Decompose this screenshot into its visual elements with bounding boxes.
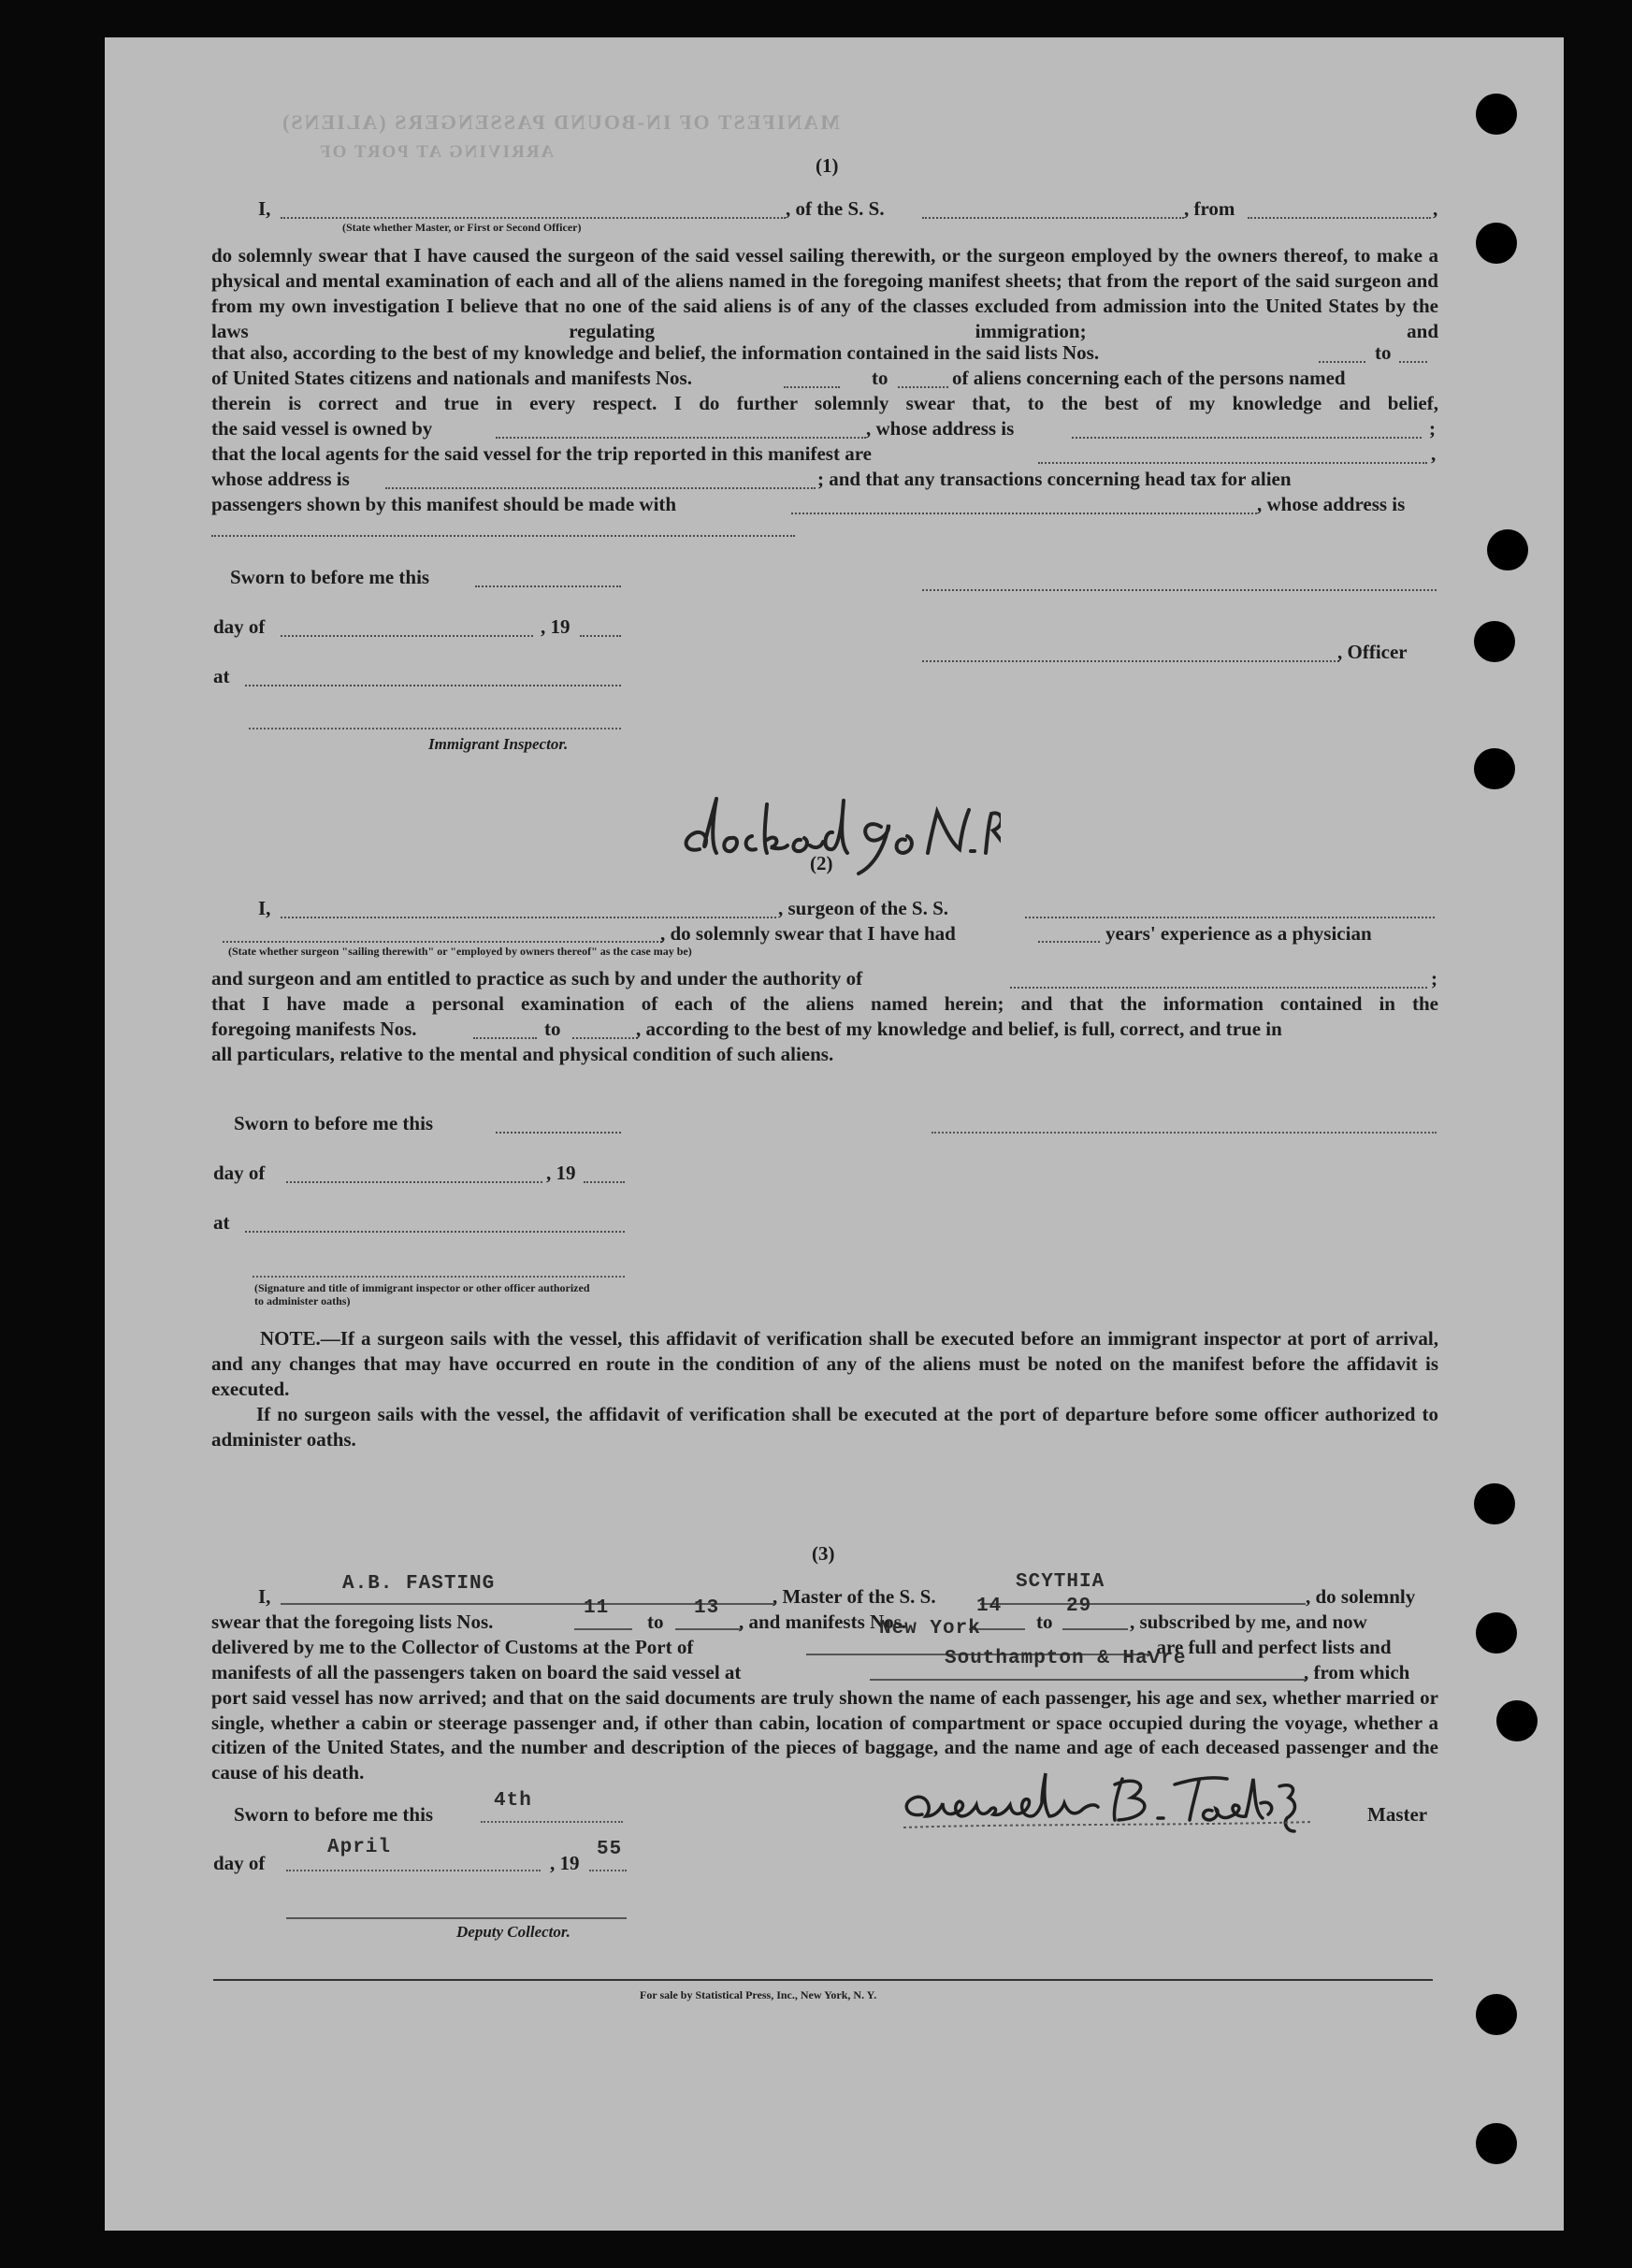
- immigrant-inspector-label: Immigrant Inspector.: [428, 735, 569, 753]
- punch-hole: [1476, 1612, 1517, 1654]
- punch-hole: [1474, 1483, 1515, 1524]
- sec1-sworn-blank: [475, 584, 621, 587]
- manifests-from-blank: [784, 384, 840, 388]
- surgeon-note: (State whether surgeon "sailing therewith" or "employed by owners thereof" as the case may be): [228, 945, 692, 958]
- sec2-i: I,: [258, 897, 271, 919]
- port-value: New York: [879, 1618, 981, 1640]
- lists-to-value: 13: [694, 1597, 720, 1619]
- aliens-concerning-text: of aliens concerning each of the persons named: [952, 367, 1346, 389]
- sec1-year-blank: [580, 633, 621, 637]
- sec2-inspector-line: [253, 1276, 625, 1278]
- sec2-to-blank: [572, 1035, 638, 1039]
- manifests-to-blank: [898, 384, 948, 388]
- sec2-from-blank: [473, 1035, 537, 1039]
- oath-paragraph-1: do solemnly swear that I have caused the surgeon of the said vessel sailing therewith, or the surgeon employed by the owners thereof, to make a physical and mental examination of each and all of the aliens named in the foregoing manifest sheets; that from the report of the said surgeon and from my own investigation I believe that no one of the said aliens is of any of the classes excluded from admission into the United States by the laws regulating immigration; and: [211, 244, 1438, 342]
- agents-comma: ,: [1431, 442, 1437, 465]
- sec1-day-blank: [281, 633, 533, 637]
- agents-text: that the local agents for the said vessel for the trip reported in this manifest are: [211, 442, 872, 465]
- from-which-text: , from which: [1304, 1661, 1410, 1683]
- handwritten-docked-note: [673, 791, 1001, 875]
- lists-to-blank: [1399, 359, 1427, 363]
- note-paragraph: [211, 1326, 1438, 1402]
- ship-name-value: SCYTHIA: [1016, 1571, 1105, 1593]
- sec2-day-of: day of: [213, 1162, 266, 1184]
- authority-text: and surgeon and am entitled to practice as such by and under the authority of: [211, 967, 863, 990]
- punch-hole: [1476, 1994, 1517, 2035]
- from-port-blank: [1248, 215, 1431, 219]
- sec1-i: I,: [258, 197, 271, 220]
- year-line: [589, 1870, 627, 1871]
- subscribed-text: , subscribed by me, and now: [1130, 1611, 1367, 1633]
- master-label: Master: [1367, 1803, 1428, 1826]
- surgeon-status-blank: [223, 939, 662, 943]
- owner-blank: [496, 435, 866, 439]
- sec2-to-label: to: [544, 1018, 561, 1040]
- faint-header-sub: ARRIVING AT PORT OF: [318, 142, 555, 162]
- passengers-address-blank: [211, 533, 795, 537]
- departure-line: [870, 1679, 1306, 1681]
- passengers-text: passengers shown by this manifest should be made with: [211, 493, 677, 515]
- and-manifests-label: , and manifests Nos.: [739, 1611, 907, 1633]
- punch-hole: [1487, 529, 1528, 571]
- passengers-address-label: , whose address is: [1257, 493, 1406, 515]
- sec1-sworn: Sworn to before me this: [230, 566, 430, 588]
- month-value: April: [327, 1837, 392, 1858]
- manifests-to-value: 29: [1066, 1596, 1092, 1617]
- years-blank: [1038, 939, 1100, 943]
- manifests-to-label: to: [1036, 1611, 1053, 1633]
- sec2-at: at: [213, 1211, 230, 1234]
- section-1-number: (1): [816, 154, 839, 177]
- punch-hole: [1474, 621, 1515, 662]
- owner-address-blank: [1072, 435, 1422, 439]
- sec2-sworn-blank: [496, 1130, 621, 1134]
- sec2-year-blank: [584, 1179, 625, 1183]
- solemnly-swear-text: , do solemnly swear that I have had: [660, 922, 956, 945]
- note-paragraph-2: [211, 1402, 1438, 1452]
- sec2-signature-line: [932, 1132, 1437, 1134]
- sec3-body: port said vessel has now arrived; and that on the said documents are truly shown the name of each passenger, his age and sex, whether married or single, whether a cabin or steerage passenger and, if other than cabin, location of compartment or space occupied during the voyage, whether a citizen of the United States, and the number and description of the pieces of baggage, and the name and age of each deceased passenger and the cause of his death.: [211, 1686, 1438, 1784]
- lists-to-label: to: [647, 1611, 664, 1633]
- departure-value: Southampton & Havre: [945, 1648, 1187, 1669]
- month-line: [286, 1870, 541, 1871]
- master-officer-blank: [281, 215, 786, 219]
- from-end: ,: [1433, 197, 1438, 220]
- officer-label: , Officer: [1337, 641, 1408, 663]
- note-text-2: If no surgeon sails with the vessel, the affidavit of verification shall be executed at the port of departure before some officer authorized to administer oaths.: [211, 1403, 1438, 1451]
- citizens-text: of United States citizens and nationals and manifests Nos.: [211, 367, 692, 389]
- section-3-number: (3): [812, 1542, 835, 1565]
- lists-from-line: [574, 1628, 632, 1630]
- lists-to-label: to: [1375, 341, 1392, 364]
- manifests-to-line: [1062, 1628, 1128, 1630]
- manifests-to-label: to: [872, 367, 888, 389]
- lists-from-blank: [1319, 359, 1365, 363]
- do-solemnly-label: , do solemnly: [1306, 1585, 1416, 1608]
- sworn-day-line: [481, 1821, 623, 1823]
- note-label: NOTE.: [260, 1327, 321, 1350]
- sec2-day-blank: [286, 1179, 542, 1183]
- delivered-text: delivered by me to the Collector of Customs at the Port of: [211, 1636, 694, 1658]
- master-of-ss-label: , Master of the S. S.: [773, 1585, 936, 1608]
- punch-hole: [1476, 223, 1517, 264]
- head-tax-text: ; and that any transactions concerning head tax for alien: [817, 468, 1292, 490]
- owned-semicolon: ;: [1429, 417, 1436, 440]
- sec3-sworn: Sworn to before me this: [234, 1803, 434, 1826]
- deputy-collector-line: [286, 1917, 627, 1919]
- sec1-at: at: [213, 665, 230, 687]
- year-value: 55: [597, 1839, 623, 1860]
- authority-semicolon: ;: [1431, 967, 1437, 990]
- particulars-text: all particulars, relative to the mental and physical condition of such aliens.: [211, 1043, 834, 1065]
- manifests-taken-text: manifests of all the passengers taken on board the said vessel at: [211, 1661, 742, 1683]
- punch-hole: [1496, 1700, 1538, 1741]
- according-text: , according to the best of my knowledge and belief, is full, correct, and true in: [636, 1018, 1282, 1040]
- therein-text: therein is correct and true in every respect. I do further solemnly swear that, to the best of my knowledge and belief,: [211, 392, 1438, 414]
- sec2-ship-blank: [1025, 915, 1435, 918]
- that-also-text: that also, according to the best of my knowledge and belief, the information contained in the said lists Nos.: [211, 341, 1100, 364]
- master-name-value: A.B. FASTING: [342, 1573, 496, 1595]
- sec1-signature-blank: [922, 587, 1437, 591]
- whose-address-label: whose address is: [211, 468, 350, 490]
- swear-lists-text: swear that the foregoing lists Nos.: [211, 1611, 494, 1633]
- sworn-day-value: 4th: [494, 1790, 532, 1812]
- foregoing-text: foregoing manifests Nos.: [211, 1018, 417, 1040]
- sec2-signature-note: (Signature and title of immigrant inspector or other officer authorized to administer oaths): [254, 1281, 590, 1307]
- years-experience-text: years' experience as a physician: [1105, 922, 1372, 945]
- faint-header-title: MANIFEST OF IN-BOUND PASSENGERS (ALIENS): [281, 110, 840, 134]
- sec1-day-of: day of: [213, 615, 266, 638]
- full-perfect-text: , are full and perfect lists and: [1147, 1636, 1392, 1658]
- punch-hole: [1476, 94, 1517, 135]
- ship-name-blank: [922, 215, 1184, 219]
- surgeon-name-blank: [281, 915, 776, 918]
- of-ss-label: , of the S. S.: [786, 197, 885, 220]
- sec2-sworn: Sworn to before me this: [234, 1112, 434, 1134]
- note-text-1: —If a surgeon sails with the vessel, this affidavit of verification shall be executed before an immigrant inspector at port of arrival, and any changes that may have occurred en route in the condition of any of the aliens must be noted on the manifest before the affidavit is executed.: [211, 1327, 1438, 1400]
- sec3-year: , 19: [550, 1852, 580, 1874]
- punch-hole: [1474, 748, 1515, 789]
- sec1-year: , 19: [541, 615, 570, 638]
- sec3-day-of: day of: [213, 1852, 266, 1874]
- inspector-signature-line: [249, 728, 621, 730]
- sec1-at-blank: [245, 683, 621, 686]
- examination-text: that I have made a personal examination of each of the aliens named herein; and that the information contained in the: [211, 992, 1438, 1015]
- sec3-ship-line: [980, 1603, 1306, 1605]
- agents-address-blank: [385, 485, 816, 489]
- manifests-from-value: 14: [976, 1596, 1003, 1617]
- agents-blank: [1038, 460, 1427, 464]
- master-signature: [894, 1766, 1362, 1841]
- lists-from-value: 11: [584, 1597, 610, 1619]
- section-2-number: (2): [810, 852, 833, 874]
- surgeon-of-ss-label: , surgeon of the S. S.: [778, 897, 949, 919]
- footer-imprint: For sale by Statistical Press, Inc., New York, N. Y.: [640, 1988, 877, 2001]
- owner-address-label: , whose address is: [866, 417, 1015, 440]
- officer-note: (State whether Master, or First or Second Officer): [342, 221, 582, 234]
- deputy-collector-label: Deputy Collector.: [456, 1923, 570, 1941]
- footer-rule: [213, 1979, 1433, 1981]
- authority-blank: [1010, 985, 1427, 989]
- from-label: , from: [1184, 197, 1235, 220]
- punch-hole: [1476, 2123, 1517, 2164]
- sec2-year: , 19: [546, 1162, 576, 1184]
- officer-blank: [922, 658, 1339, 662]
- head-tax-party-blank: [791, 511, 1257, 514]
- owned-by-text: the said vessel is owned by: [211, 417, 433, 440]
- lists-to-line: [675, 1628, 741, 1630]
- sec3-i: I,: [258, 1585, 271, 1608]
- sec2-at-blank: [245, 1229, 625, 1233]
